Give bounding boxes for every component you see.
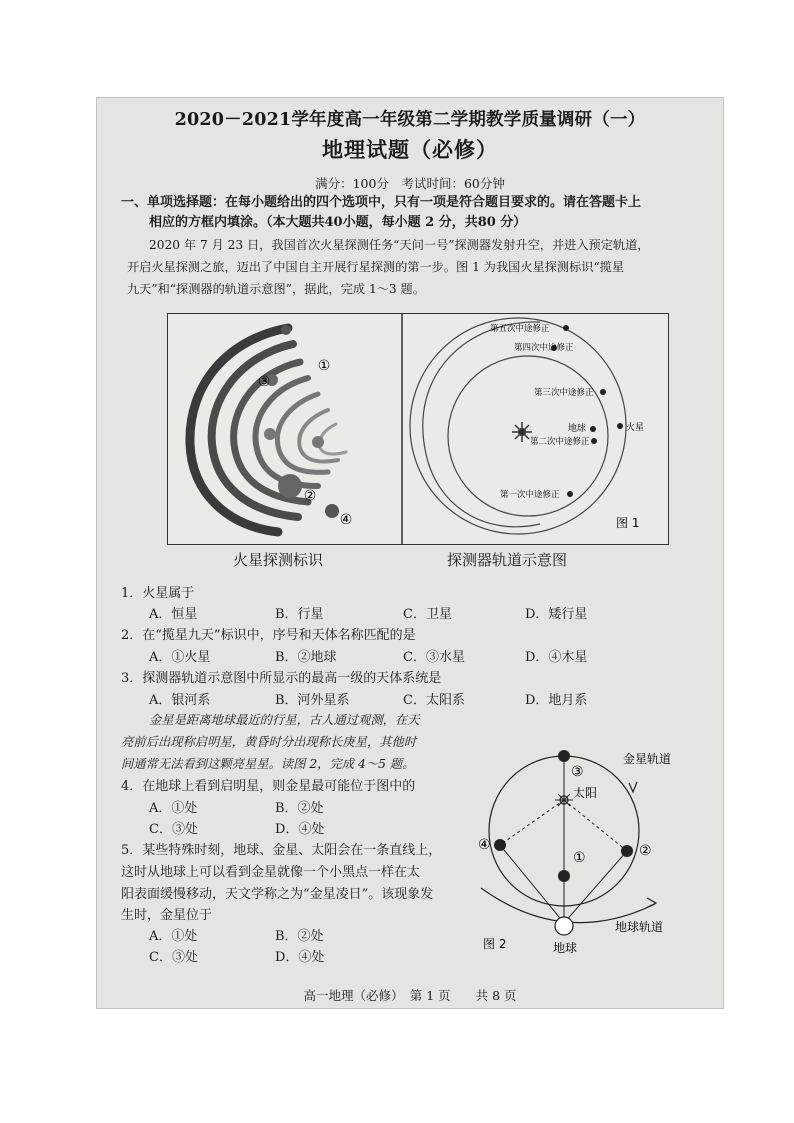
q2-option-d: D．④木星 xyxy=(525,650,588,665)
sun-icon xyxy=(555,791,573,809)
figure-1-drawing xyxy=(168,314,668,544)
question-5-line3: 阳表面缓慢移动，天文学称之为“金星凌日”。该现象发 xyxy=(121,887,434,902)
logo-planet-dot xyxy=(312,436,324,448)
fig2-marker-4: ④ xyxy=(478,837,491,853)
q5-option-a: A．①处 xyxy=(149,929,198,944)
q2-option-c: C．③水星 xyxy=(403,650,465,665)
fig2-earth-orbit-label: 地球轨道 xyxy=(615,920,664,934)
venus-position-1 xyxy=(558,870,570,882)
figure-1-right-caption: 探测器轨道示意图 xyxy=(447,551,568,569)
q4-option-a: A．①处 xyxy=(149,801,198,816)
exam-title: 2020－2021学年度高一年级第二学期教学质量调研（一） xyxy=(174,110,646,130)
fig2-marker-2: ② xyxy=(639,843,652,859)
earth-circle xyxy=(555,917,573,935)
score-info: 满分：100分 考试时间：60分钟 xyxy=(315,176,505,191)
venus-position-2 xyxy=(621,845,633,857)
q2-option-a: A．①火星 xyxy=(149,650,211,665)
logo-marker-3: ③ xyxy=(257,374,271,390)
label-fourth-correction: 第四次中途修正 xyxy=(514,343,574,353)
section-heading-line2: 相应的方框内填涂。（本大题共40小题，每小题 2 分，共80 分） xyxy=(149,215,527,230)
exam-subtitle: 地理试题（必修） xyxy=(322,137,498,162)
page-footer: 高一地理（必修） 第 1 页 共 8 页 xyxy=(303,988,517,1003)
q1-option-a: A．恒星 xyxy=(149,607,198,622)
question-3-stem: 3．探测器轨道示意图中所显示的最高一级的天体系统是 xyxy=(121,671,442,686)
logo-planet-dot xyxy=(264,428,276,440)
q3-option-d: D．地月系 xyxy=(525,693,588,708)
q1-option-b: B．行星 xyxy=(275,607,324,622)
passage-2-line3: 间通常无法看到这颗亮星星。读图 2，完成 4～5 题。 xyxy=(121,757,415,771)
question-4-stem: 4．在地球上看到启明星，则金星最可能位于图中的 xyxy=(121,779,416,794)
venus-position-4 xyxy=(494,839,506,851)
question-2-stem: 2．在“揽星九天”标识中，序号和天体名称匹配的是 xyxy=(121,628,416,643)
sun-icon xyxy=(512,422,532,442)
q3-option-a: A．银河系 xyxy=(149,693,211,708)
label-fifth-correction: 第五次中途修正 xyxy=(490,324,550,334)
fig2-marker-3: ③ xyxy=(571,764,584,780)
figure-1 xyxy=(167,313,669,545)
passage-2-line1: 金星是距离地球最近的行星，古人通过观测，在天 xyxy=(149,713,420,727)
q4-option-b: B．②处 xyxy=(275,801,324,816)
fig2-sun-label: 太阳 xyxy=(573,786,598,800)
label-mars: 火星 xyxy=(626,423,645,433)
question-5-line2: 这时从地球上可以看到金星就像一个小黑点一样在太 xyxy=(121,865,421,880)
q1-option-d: D．矮行星 xyxy=(525,607,588,622)
logo-marker-1: ① xyxy=(317,358,331,374)
question-5-line1: 5．某些特殊时刻，地球、金星、太阳会在一条直线上， xyxy=(121,843,442,858)
intro-line2: 开启火星探测之旅，迈出了中国自主开展行星探测的第一步。图 1 为我国火星探测标识“揽星 xyxy=(127,260,625,274)
exam-page xyxy=(96,97,724,1009)
logo-marker-2: ② xyxy=(303,488,317,504)
fig2-earth-label: 地球 xyxy=(553,941,578,955)
q5-option-c: C．③处 xyxy=(149,950,198,965)
question-5-line4: 生时，金星位于 xyxy=(121,908,213,923)
figure-1-label: 图 1 xyxy=(616,516,640,530)
fig2-venus-orbit-label: 金星轨道 xyxy=(623,752,672,766)
q5-option-b: B．②处 xyxy=(275,929,324,944)
q1-option-c: C．卫星 xyxy=(403,607,452,622)
label-first-correction: 第一次中途修正 xyxy=(500,490,560,500)
figure-2 xyxy=(477,718,707,968)
figure-2-label: 图 2 xyxy=(483,937,507,951)
q5-option-d: D．④处 xyxy=(275,950,325,965)
q3-option-c: C．太阳系 xyxy=(403,693,465,708)
q4-option-d: D．④处 xyxy=(275,822,325,837)
logo-planet-dot xyxy=(281,325,291,335)
q3-option-b: B．河外星系 xyxy=(275,693,350,708)
logo-marker-4: ④ xyxy=(339,512,353,528)
section-heading-line1: 一、单项选择题：在每小题给出的四个选项中，只有一项是符合题目要求的。请在答题卡上 xyxy=(121,195,642,210)
intro-line1: 2020 年 7 月 23 日，我国首次火星探测任务“天问一号”探测器发射升空，并进入预定轨道， xyxy=(149,238,650,252)
logo-planet-dot xyxy=(325,504,339,518)
label-second-correction: 第二次中途修正 xyxy=(530,437,590,447)
intro-line3: 九天”和“探测器的轨道示意图”，据此，完成 1～3 题。 xyxy=(127,282,425,296)
logo-planet-dot xyxy=(278,474,302,498)
label-earth: 地球 xyxy=(568,424,587,434)
fig2-marker-1: ① xyxy=(573,850,586,866)
label-third-correction: 第三次中途修正 xyxy=(534,388,594,398)
passage-2-line2: 亮前后出现称启明星，黄昏时分出现称长庚星，其他时 xyxy=(121,735,417,749)
q4-option-c: C．③处 xyxy=(149,822,198,837)
venus-position-3 xyxy=(558,750,570,762)
question-1-stem: 1．火星属于 xyxy=(121,586,195,601)
figure-1-left-caption: 火星探测标识 xyxy=(233,551,324,569)
q2-option-b: B．②地球 xyxy=(275,650,337,665)
